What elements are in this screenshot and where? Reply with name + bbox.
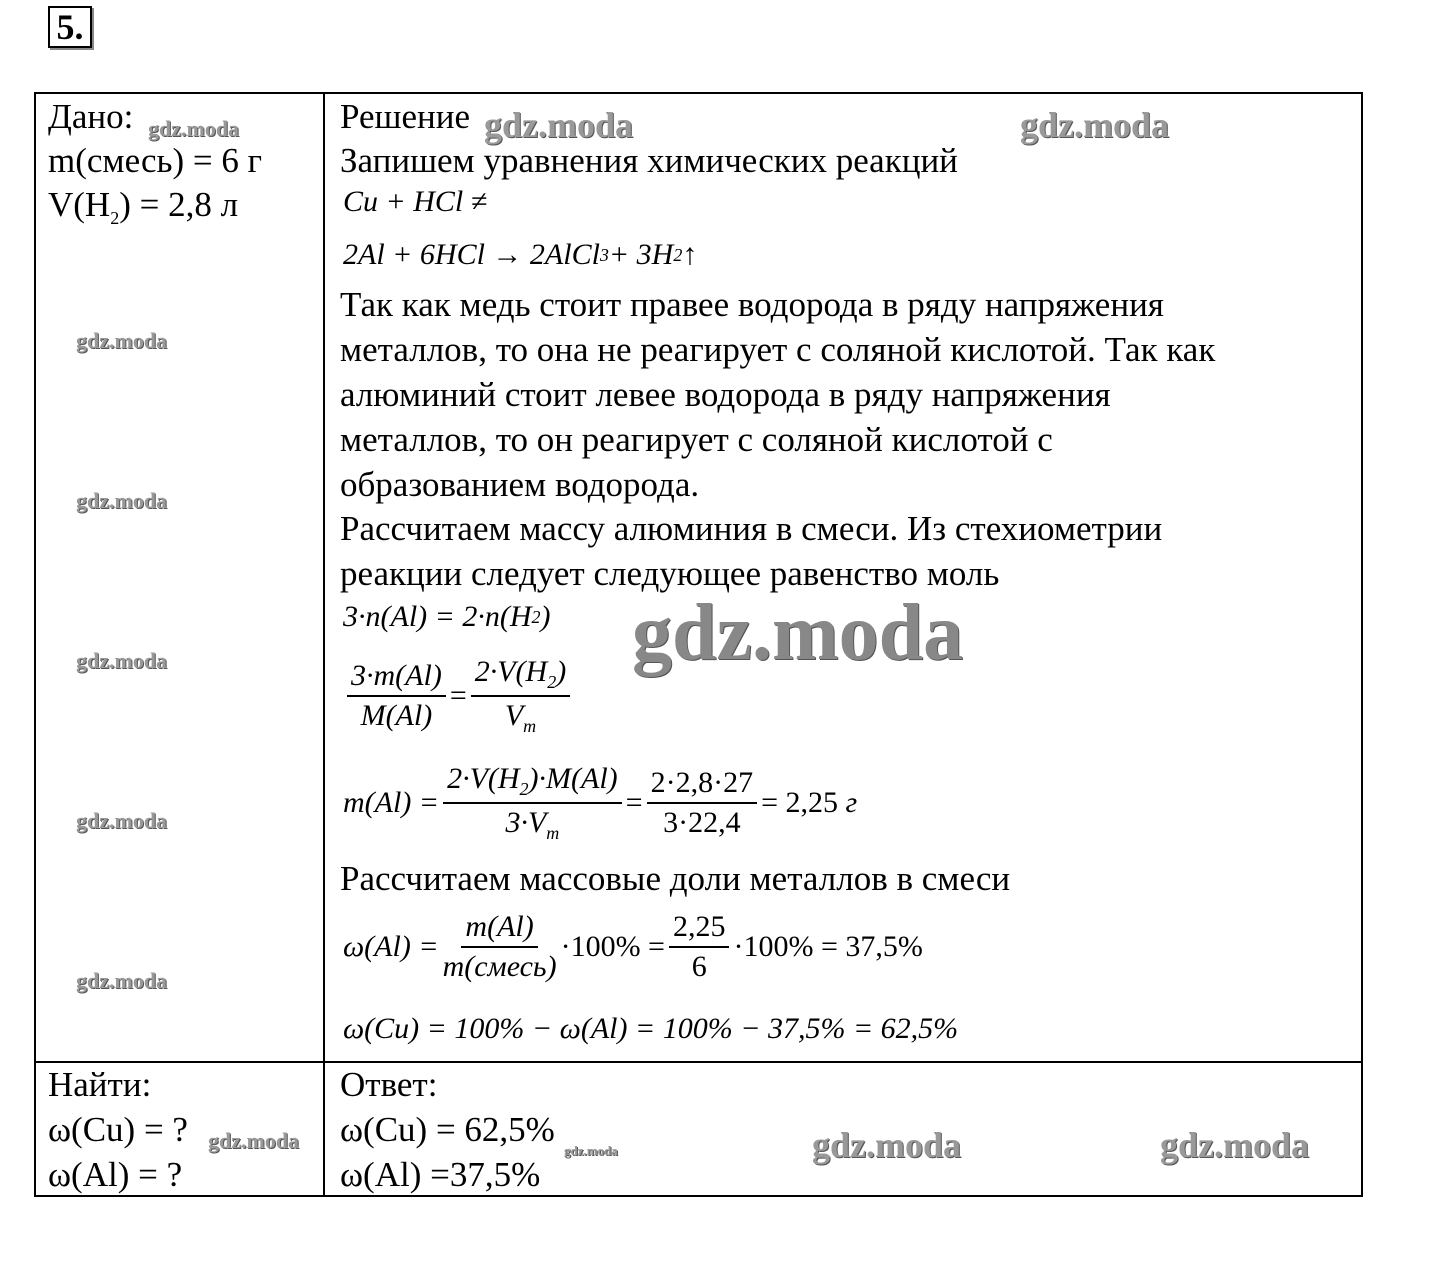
numerator: m(Al) — [461, 910, 537, 948]
answer-al: ω(Al) =37,5% — [340, 1155, 541, 1194]
paragraph-line: Так как медь стоит правее водорода в ряду напряжения — [340, 285, 1164, 324]
denominator: M(Al) — [360, 699, 433, 732]
numerator: $2\cdot V(H_2)$ — [471, 655, 570, 697]
paragraph-line: образованием водорода. — [340, 465, 700, 504]
eq-part: 3·n(Al) = 2·n(H — [343, 600, 532, 633]
equation-al-hcl — [343, 238, 697, 272]
watermark: gdz.moda — [632, 589, 964, 677]
answer-label: Ответ: — [340, 1065, 438, 1104]
task-number: 5. — [48, 6, 92, 48]
solution-intro: Запишем уравнения химических реакций — [340, 141, 958, 180]
fraction — [647, 766, 757, 840]
given-volume-part: ) = 2,8 л — [119, 185, 239, 224]
watermark: gdz.moda — [76, 968, 168, 993]
paragraph-line: Рассчитаем массу алюминия в смеси. Из стехиометрии — [340, 509, 1163, 548]
eq-subscript: 2 — [531, 606, 541, 627]
fraction — [669, 910, 730, 984]
given-volume-part: V(H — [48, 185, 111, 224]
find-cu: ω(Cu) = ? — [48, 1110, 188, 1149]
eq-subscript: 3 — [599, 244, 609, 265]
numerator: 3·m(Al) — [347, 659, 446, 697]
watermark: gdz.moda — [1020, 105, 1170, 145]
denominator: m(смесь) — [442, 950, 557, 983]
watermark: gdz.moda — [76, 328, 168, 353]
eq-lhs: ω(Al) = — [343, 930, 439, 963]
equation-omega-cu: ω(Cu) = 100% − ω(Al) = 100% − 37,5% = 62,5% — [343, 1012, 959, 1045]
eq-part: 2Al + 6HCl → 2AlCl — [343, 238, 600, 271]
equation-ratio — [343, 655, 574, 737]
fraction — [443, 910, 557, 984]
numerator: 2·2,8·27 — [647, 766, 757, 804]
fraction — [347, 659, 446, 733]
eq-part: ) — [540, 600, 551, 633]
fraction — [443, 762, 622, 844]
watermark: gdz.moda — [1160, 1125, 1310, 1165]
watermark: gdz.moda — [76, 488, 168, 513]
eq-unit: г — [845, 786, 858, 819]
eq-result: = 2,25 — [761, 786, 838, 819]
watermark: gdz.moda — [484, 105, 634, 145]
denominator: $V_m$ — [504, 699, 537, 736]
watermark: gdz.moda — [564, 1143, 618, 1158]
watermark: gdz.moda — [812, 1125, 962, 1165]
equation-moles — [343, 600, 551, 634]
row-divider — [34, 1061, 1363, 1063]
fraction — [471, 655, 570, 737]
eq-rhs: ·100% = 37,5% — [733, 930, 923, 963]
column-divider — [323, 92, 325, 1197]
equals-sign: = — [449, 679, 467, 712]
gas-arrow: ↑ — [682, 238, 698, 271]
mass-fraction-intro: Рассчитаем массовые доли металлов в смеси — [340, 859, 1011, 898]
eq-subscript: 2 — [673, 244, 683, 265]
find-label: Найти: — [48, 1065, 152, 1104]
given-label: Дано: — [48, 97, 134, 136]
paragraph-line: реакции следует следующее равенство моль — [340, 554, 1000, 593]
equation-omega-al — [343, 910, 923, 984]
watermark: gdz.moda — [148, 116, 240, 141]
paragraph-line: металлов, то она не реагирует с соляной кислотой. Так как — [340, 330, 1216, 369]
denominator: 6 — [691, 950, 707, 983]
given-mass: m(смесь) = 6 г — [48, 141, 262, 180]
paragraph-line: металлов, то он реагирует с соляной кислотой с — [340, 420, 1053, 459]
denominator: 3·22,4 — [663, 806, 741, 839]
denominator: $3\cdot V_m$ — [505, 806, 560, 843]
solution-label: Решение — [340, 97, 471, 136]
eq-part: + 3H — [608, 238, 674, 271]
numerator: $2\cdot V(H_2)\cdot M(Al)$ — [443, 762, 622, 804]
equation-mass-al — [343, 762, 857, 844]
eq-mid: ·100% = — [560, 930, 665, 963]
given-volume — [48, 183, 238, 240]
equals-sign: = — [625, 786, 643, 819]
equation-cu-hcl: Cu + HCl ≠ — [343, 185, 488, 218]
eq-lhs: m(Al) = — [343, 786, 440, 819]
given-volume-subscript: 2 — [110, 208, 120, 228]
paragraph-line: алюминий стоит левее водорода в ряду напряжения — [340, 375, 1111, 414]
watermark: gdz.moda — [208, 1128, 300, 1153]
numerator: 2,25 — [669, 910, 730, 948]
answer-cu: ω(Cu) = 62,5% — [340, 1110, 555, 1149]
watermark: gdz.moda — [76, 648, 168, 673]
find-al: ω(Al) = ? — [48, 1155, 183, 1194]
watermark: gdz.moda — [76, 808, 168, 833]
